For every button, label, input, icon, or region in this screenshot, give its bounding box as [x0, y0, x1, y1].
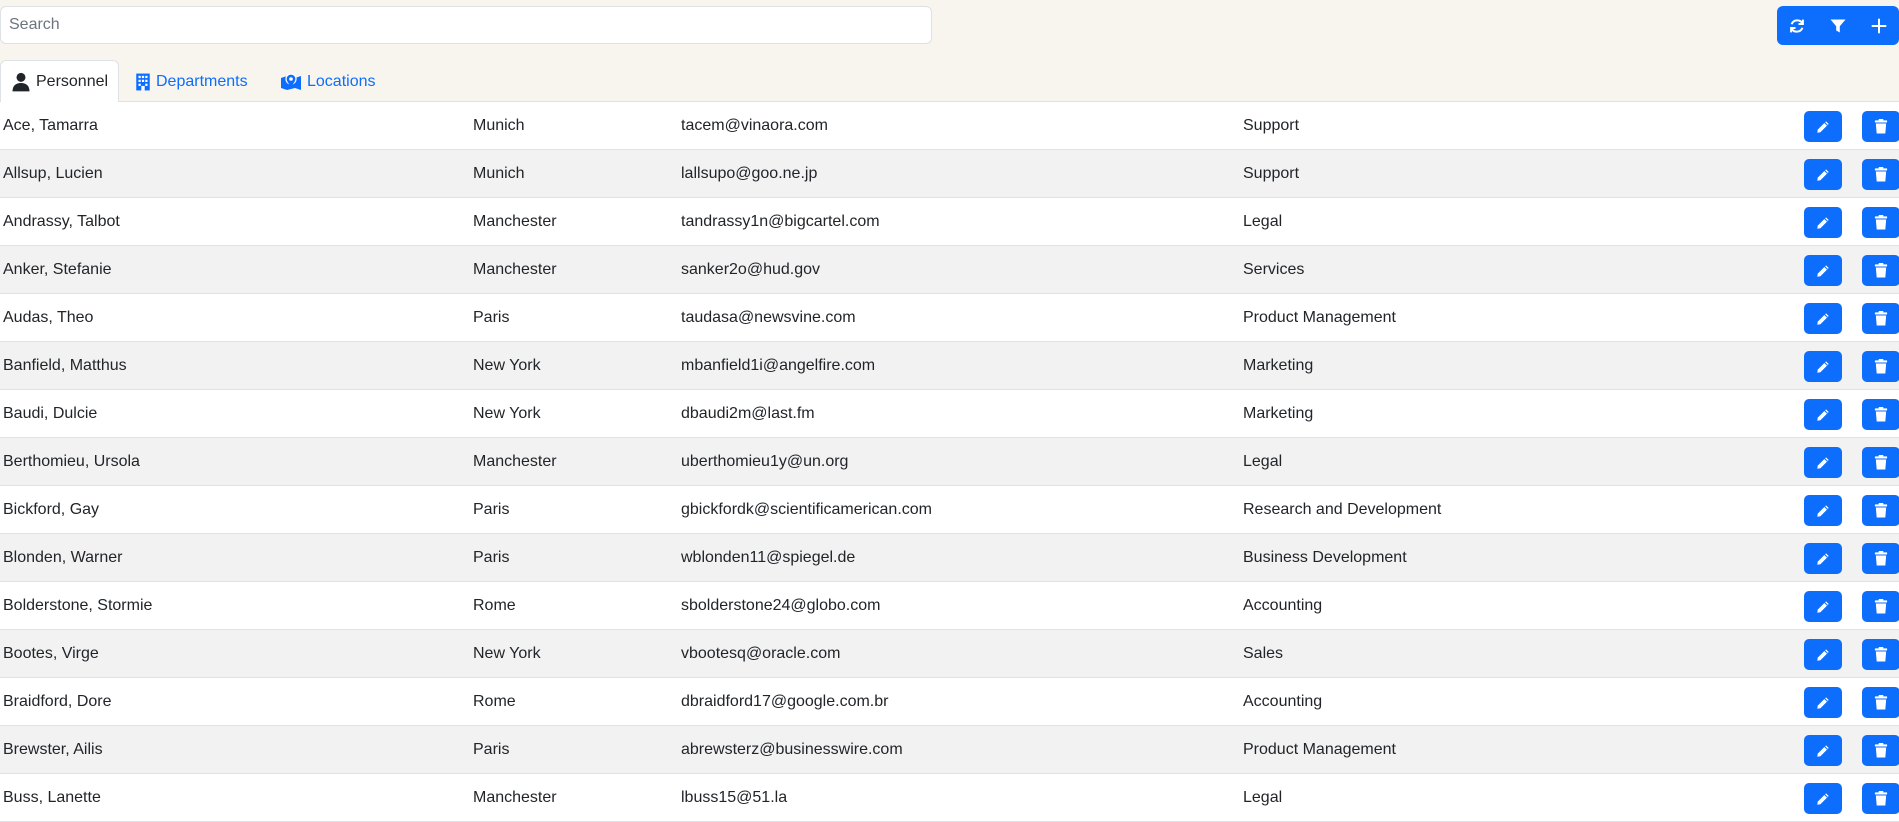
table-row	[0, 246, 1899, 294]
delete-button[interactable]	[1862, 735, 1899, 766]
pencil-icon	[1816, 552, 1830, 566]
personnel-name: Baudi, Dulcie	[3, 405, 98, 422]
trash-icon	[1874, 455, 1888, 470]
table-row	[0, 390, 1899, 438]
personnel-location: New York	[473, 645, 541, 662]
personnel-email: dbraidford17@google.com.br	[681, 693, 889, 710]
edit-button[interactable]	[1804, 207, 1842, 238]
table-row	[0, 150, 1899, 198]
table-row	[0, 582, 1899, 630]
personnel-department: Research and Development	[1243, 501, 1442, 518]
personnel-email: vbootesq@oracle.com	[681, 645, 841, 662]
personnel-name: Ace, Tamarra	[3, 117, 98, 134]
table-row	[0, 726, 1899, 774]
trash-icon	[1874, 551, 1888, 566]
table-row	[0, 102, 1899, 150]
edit-button[interactable]	[1804, 639, 1842, 670]
personnel-department: Product Management	[1243, 741, 1396, 758]
personnel-name: Allsup, Lucien	[3, 165, 103, 182]
building-icon	[135, 73, 151, 91]
personnel-name: Anker, Stefanie	[3, 261, 112, 278]
pencil-icon	[1816, 168, 1830, 182]
tab-personnel[interactable]	[0, 60, 119, 103]
pencil-icon	[1816, 744, 1830, 758]
personnel-department: Marketing	[1243, 405, 1314, 422]
tab-departments[interactable]	[135, 60, 248, 103]
delete-button[interactable]	[1862, 159, 1899, 190]
personnel-department: Accounting	[1243, 597, 1323, 614]
delete-button[interactable]	[1862, 543, 1899, 574]
personnel-department: Product Management	[1243, 309, 1396, 326]
personnel-department: Legal	[1243, 453, 1283, 470]
toolbar-button-group	[1777, 6, 1899, 45]
edit-button[interactable]	[1804, 111, 1842, 142]
tab-locations[interactable]	[280, 60, 376, 103]
table-row	[0, 342, 1899, 390]
personnel-email: sbolderstone24@globo.com	[681, 597, 881, 614]
edit-button[interactable]	[1804, 591, 1842, 622]
personnel-department: Legal	[1243, 213, 1283, 230]
refresh-icon	[1789, 18, 1805, 34]
personnel-location: Rome	[473, 693, 516, 710]
personnel-location: Munich	[473, 165, 525, 182]
edit-button[interactable]	[1804, 303, 1842, 334]
edit-button[interactable]	[1804, 351, 1842, 382]
delete-button[interactable]	[1862, 303, 1899, 334]
personnel-location: Munich	[473, 117, 525, 134]
personnel-location: New York	[473, 357, 541, 374]
personnel-email: taudasa@newsvine.com	[681, 309, 856, 326]
edit-button[interactable]	[1804, 399, 1842, 430]
tab-list	[0, 60, 1899, 102]
personnel-department: Support	[1243, 165, 1300, 182]
edit-button[interactable]	[1804, 255, 1842, 286]
personnel-email: gbickfordk@scientificamerican.com	[681, 501, 932, 518]
personnel-name: Bootes, Virge	[3, 645, 99, 662]
personnel-location: Paris	[473, 741, 510, 758]
personnel-location: Manchester	[473, 789, 557, 806]
personnel-email: tandrassy1n@bigcartel.com	[681, 213, 880, 230]
personnel-email: dbaudi2m@last.fm	[681, 405, 815, 422]
personnel-department: Legal	[1243, 789, 1283, 806]
search-input[interactable]	[0, 6, 932, 44]
personnel-email: tacem@vinaora.com	[681, 117, 828, 134]
trash-icon	[1874, 359, 1888, 374]
edit-button[interactable]	[1804, 687, 1842, 718]
personnel-department: Sales	[1243, 645, 1284, 662]
personnel-email: lbuss15@51.la	[681, 789, 788, 806]
tab-departments-label: Departments	[156, 72, 248, 90]
trash-icon	[1874, 167, 1888, 182]
table-row	[0, 534, 1899, 582]
personnel-department: Accounting	[1243, 693, 1323, 710]
pencil-icon	[1816, 504, 1830, 518]
trash-icon	[1874, 743, 1888, 758]
personnel-table	[0, 102, 1899, 822]
delete-button[interactable]	[1862, 687, 1899, 718]
table-row	[0, 630, 1899, 678]
personnel-email: uberthomieu1y@un.org	[681, 453, 849, 470]
personnel-email: wblonden11@spiegel.de	[681, 549, 856, 566]
personnel-name: Andrassy, Talbot	[3, 213, 120, 230]
personnel-email: sanker2o@hud.gov	[681, 261, 820, 278]
tab-personnel-label: Personnel	[36, 72, 109, 90]
delete-button[interactable]	[1862, 399, 1899, 430]
edit-button[interactable]	[1804, 735, 1842, 766]
personnel-name: Audas, Theo	[3, 309, 94, 326]
personnel-location: Manchester	[473, 213, 557, 230]
tab-locations-label: Locations	[307, 72, 376, 90]
filter-icon	[1830, 18, 1846, 34]
delete-button[interactable]	[1862, 783, 1899, 814]
personnel-location: Paris	[473, 309, 510, 326]
trash-icon	[1874, 215, 1888, 230]
delete-button[interactable]	[1862, 591, 1899, 622]
pencil-icon	[1816, 312, 1830, 326]
top-bar	[0, 0, 1899, 58]
table-row	[0, 774, 1899, 822]
trash-icon	[1874, 695, 1888, 710]
table-row	[0, 198, 1899, 246]
personnel-name: Berthomieu, Ursola	[3, 453, 140, 470]
personnel-location: Rome	[473, 597, 516, 614]
delete-button[interactable]	[1862, 639, 1899, 670]
add-button[interactable]	[1858, 6, 1899, 45]
edit-button[interactable]	[1804, 783, 1842, 814]
pencil-icon	[1816, 456, 1830, 470]
personnel-name: Bolderstone, Stormie	[3, 597, 153, 614]
personnel-name: Buss, Lanette	[3, 789, 101, 806]
trash-icon	[1874, 647, 1888, 662]
personnel-location: New York	[473, 405, 541, 422]
delete-button[interactable]	[1862, 207, 1899, 238]
personnel-department: Business Development	[1243, 549, 1407, 566]
map-location-icon	[280, 73, 302, 91]
trash-icon	[1874, 599, 1888, 614]
table-row	[0, 294, 1899, 342]
trash-icon	[1874, 503, 1888, 518]
pencil-icon	[1816, 600, 1830, 614]
trash-icon	[1874, 263, 1888, 278]
trash-icon	[1874, 119, 1888, 134]
personnel-email: lallsupo@goo.ne.jp	[681, 165, 818, 182]
pencil-icon	[1816, 120, 1830, 134]
personnel-department: Support	[1243, 117, 1300, 134]
table-row	[0, 438, 1899, 486]
trash-icon	[1874, 407, 1888, 422]
refresh-button[interactable]	[1777, 6, 1818, 45]
pencil-icon	[1816, 408, 1830, 422]
personnel-location: Paris	[473, 549, 510, 566]
plus-icon	[1871, 18, 1887, 34]
edit-button[interactable]	[1804, 447, 1842, 478]
personnel-location: Manchester	[473, 453, 557, 470]
personnel-department: Services	[1243, 261, 1305, 278]
delete-button[interactable]	[1862, 495, 1899, 526]
pencil-icon	[1816, 648, 1830, 662]
delete-button[interactable]	[1862, 447, 1899, 478]
table-row	[0, 486, 1899, 534]
table-row	[0, 678, 1899, 726]
delete-button[interactable]	[1862, 255, 1899, 286]
person-icon	[11, 72, 31, 92]
pencil-icon	[1816, 696, 1830, 710]
personnel-email: mbanfield1i@angelfire.com	[681, 357, 876, 374]
edit-button[interactable]	[1804, 159, 1842, 190]
personnel-email: abrewsterz@businesswire.com	[681, 741, 903, 758]
edit-button[interactable]	[1804, 543, 1842, 574]
delete-button[interactable]	[1862, 351, 1899, 382]
personnel-location: Manchester	[473, 261, 557, 278]
personnel-name: Braidford, Dore	[3, 693, 112, 710]
pencil-icon	[1816, 216, 1830, 230]
delete-button[interactable]	[1862, 111, 1899, 142]
pencil-icon	[1816, 792, 1830, 806]
trash-icon	[1874, 311, 1888, 326]
edit-button[interactable]	[1804, 495, 1842, 526]
personnel-name: Banfield, Matthus	[3, 357, 127, 374]
personnel-name: Blonden, Warner	[3, 549, 123, 566]
pencil-icon	[1816, 360, 1830, 374]
filter-button[interactable]	[1818, 6, 1859, 45]
personnel-location: Paris	[473, 501, 510, 518]
personnel-name: Bickford, Gay	[3, 501, 100, 518]
trash-icon	[1874, 791, 1888, 806]
personnel-department: Marketing	[1243, 357, 1314, 374]
personnel-name: Brewster, Ailis	[3, 741, 103, 758]
pencil-icon	[1816, 264, 1830, 278]
